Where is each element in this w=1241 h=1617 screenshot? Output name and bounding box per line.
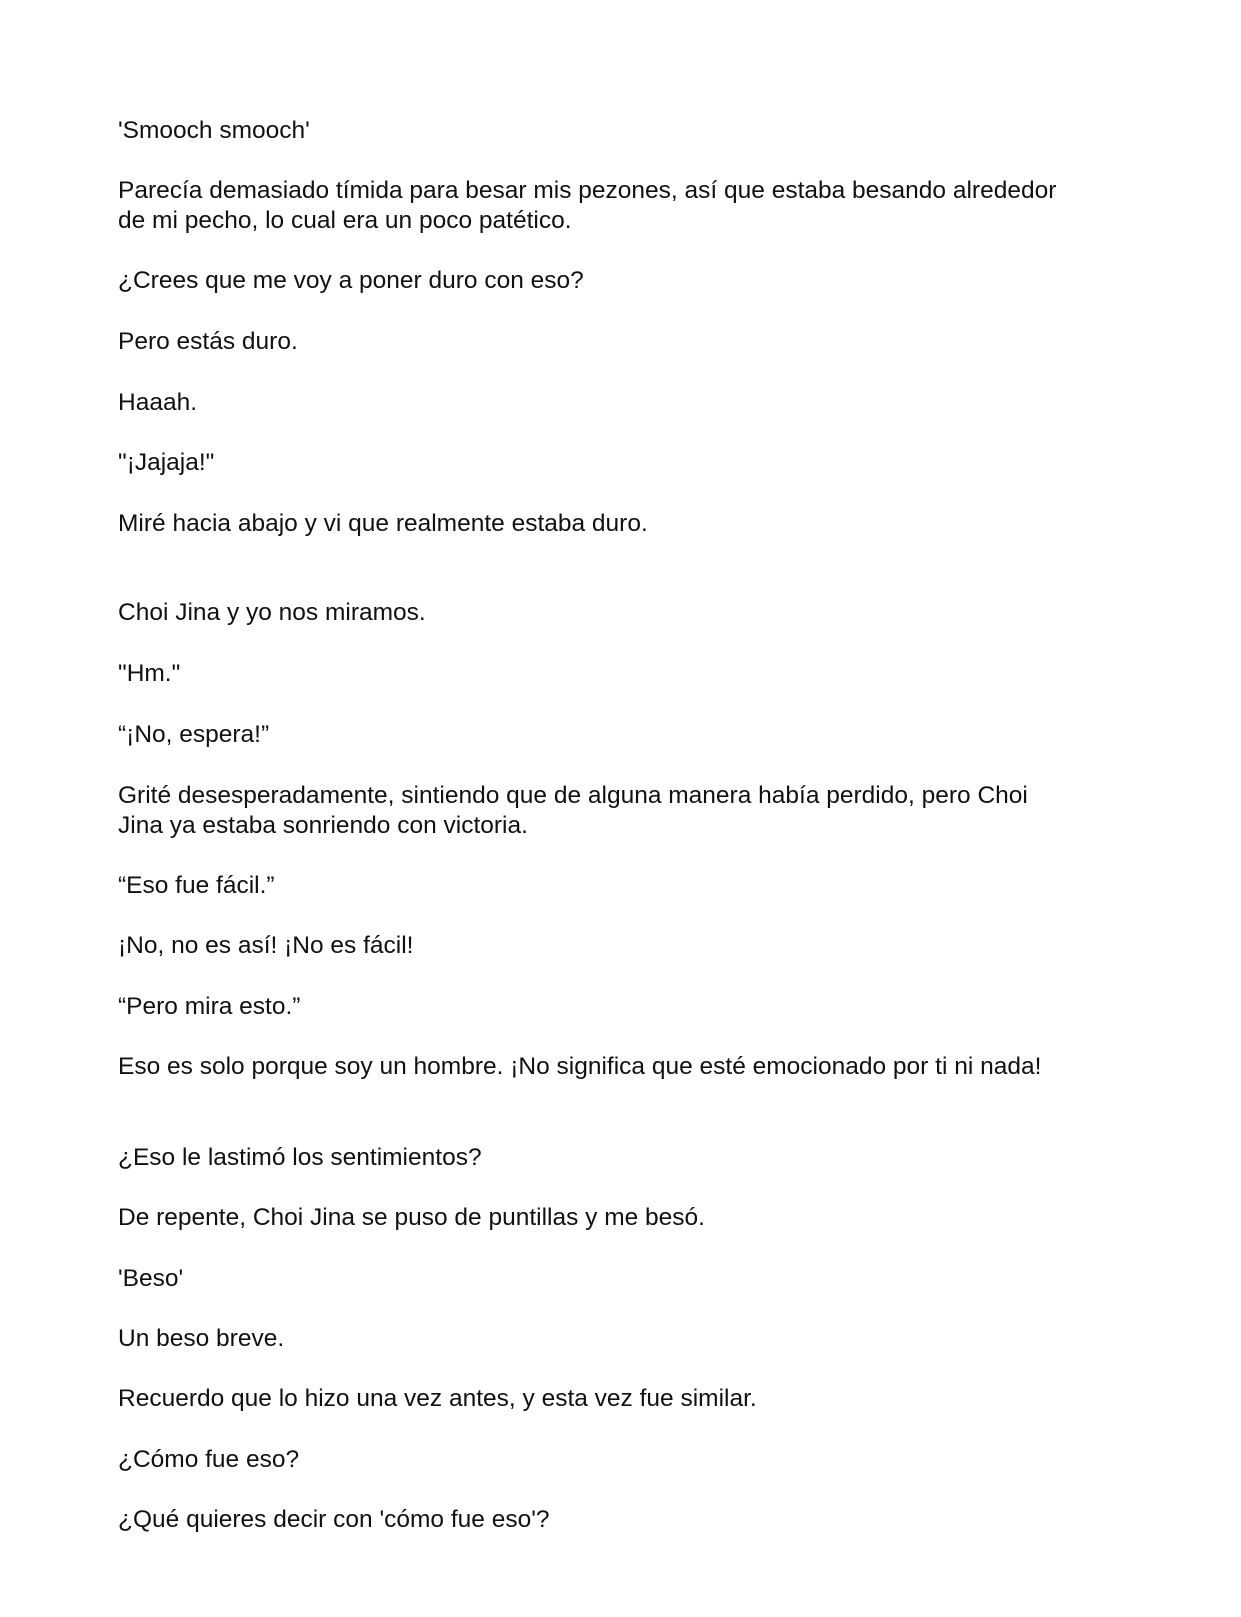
paragraph: Eso es solo porque soy un hombre. ¡No significa que esté emocionado por ti ni nada! — [118, 1053, 1042, 1080]
paragraph: Choi Jina y yo nos miramos. — [118, 599, 426, 626]
paragraph: ¿Eso le lastimó los sentimientos? — [118, 1144, 482, 1171]
paragraph: 'Smooch smooch' — [118, 117, 310, 144]
paragraph: Un beso breve. — [118, 1325, 285, 1352]
paragraph: Grité desesperadamente, sintiendo que de alguna manera había perdido, pero Choi Jina ya estaba sonriendo con victoria. — [118, 782, 1035, 839]
paragraph: ¿Qué quieres decir con 'cómo fue eso'? — [118, 1506, 550, 1533]
paragraph: Parecía demasiado tímida para besar mis pezones, así que estaba besando alrededor de mi pecho, lo cual era un poco patético. — [118, 177, 1064, 234]
paragraph: Pero estás duro. — [118, 328, 298, 355]
paragraph: "Hm." — [118, 660, 181, 687]
paragraph: “Pero mira esto.” — [118, 993, 301, 1020]
paragraph: Miré hacia abajo y vi que realmente estaba duro. — [118, 510, 648, 537]
paragraph: “Eso fue fácil.” — [118, 872, 275, 899]
paragraph: Recuerdo que lo hizo una vez antes, y esta vez fue similar. — [118, 1385, 757, 1412]
paragraph: ¡No, no es así! ¡No es fácil! — [118, 932, 414, 959]
paragraph: De repente, Choi Jina se puso de puntillas y me besó. — [118, 1204, 705, 1231]
paragraph: “¡No, espera!” — [118, 721, 270, 748]
paragraph: Haaah. — [118, 389, 198, 416]
paragraph: "¡Jajaja!" — [118, 449, 215, 476]
paragraph: ¿Cómo fue eso? — [118, 1446, 300, 1473]
paragraph: 'Beso' — [118, 1265, 184, 1292]
paragraph: ¿Crees que me voy a poner duro con eso? — [118, 267, 584, 294]
